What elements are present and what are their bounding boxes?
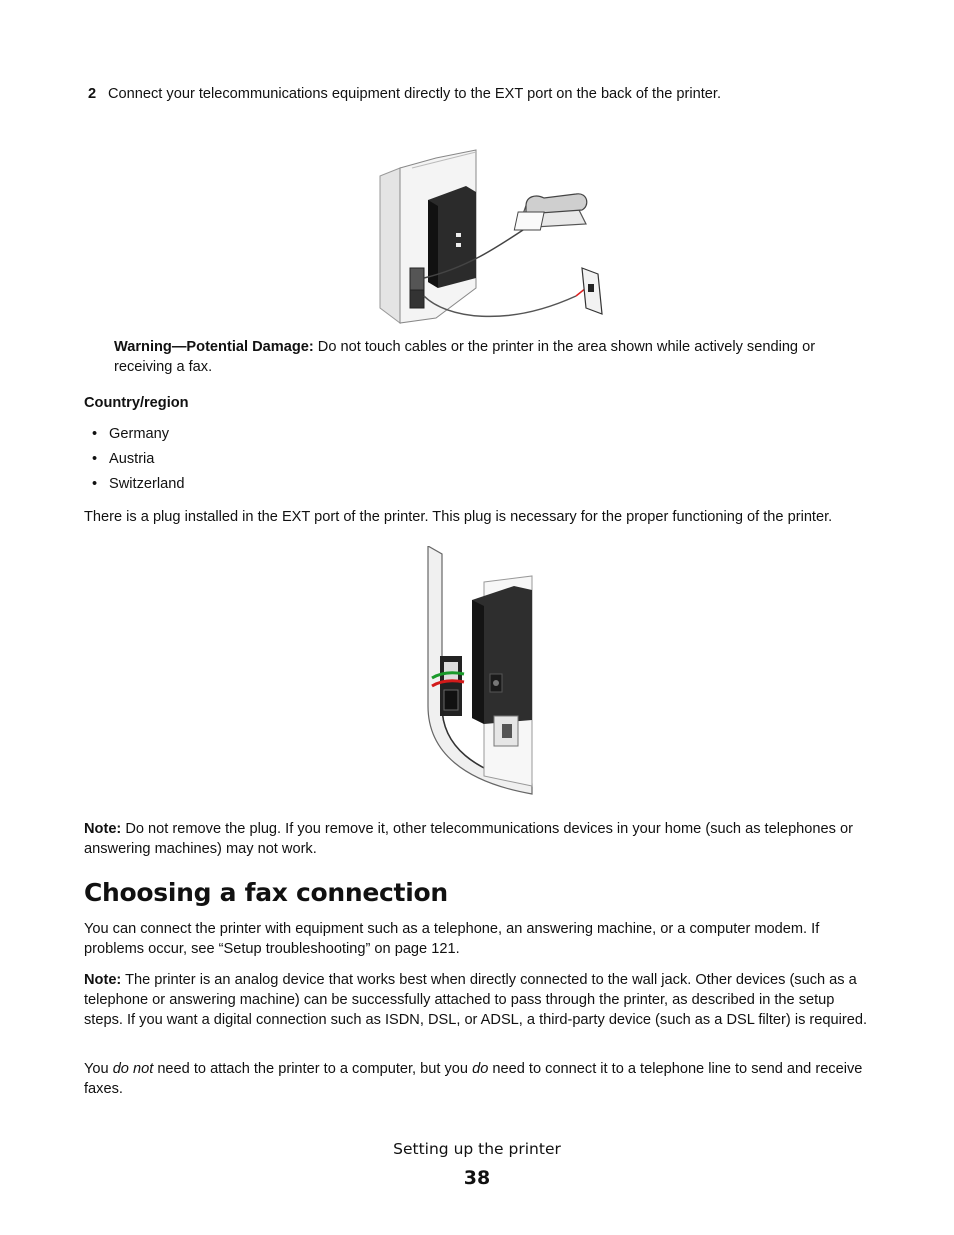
paragraph-text: You — [84, 1061, 113, 1077]
footer-page-number: 38 — [463, 1167, 491, 1189]
footer-chapter-title: Setting up the printer — [393, 1140, 561, 1158]
note-plug-paragraph — [84, 819, 874, 859]
note-text: Do not remove the plug. If you remove it, other telecommunications devices in your home (such as telephones or answering machines) may not work. — [84, 821, 853, 857]
telephone-connection-illustration — [376, 128, 608, 328]
paragraph-text: need to connect it to a telephone line to send and receive faxes. — [84, 1061, 863, 1097]
ext-port-plug-illustration — [424, 546, 536, 796]
note-label: Note: — [84, 972, 122, 988]
emphasis-text: do — [472, 1061, 489, 1077]
plug-paragraph: There is a plug installed in the EXT port of the printer. This plug is necessary for the proper functioning of the printer. — [84, 509, 833, 525]
warning-paragraph — [114, 337, 874, 377]
bullet-marker: • — [92, 426, 98, 442]
section-note-paragraph — [84, 970, 874, 1030]
note-label: Note: — [84, 821, 122, 837]
step-number: 2 — [88, 86, 97, 102]
section-intro-paragraph: You can connect the printer with equipment such as a telephone, an answering machine, or a computer modem. If problems occur, see “Setup troubleshooting” on page 121. — [84, 921, 820, 957]
computer-requirement-paragraph — [84, 1059, 874, 1099]
country-region-heading: Country/region — [84, 395, 189, 411]
warning-text: Do not touch cables or the printer in the area shown while actively sending or receiving a fax. — [114, 339, 816, 375]
bullet-marker: • — [92, 451, 98, 467]
step-text: Connect your telecommunications equipment directly to the EXT port on the back of the printer. — [108, 86, 722, 102]
bullet-marker: • — [92, 476, 98, 492]
country-item: Switzerland — [109, 476, 185, 492]
paragraph-text: need to attach the printer to a computer, but you — [153, 1061, 473, 1077]
emphasis-text: do not — [112, 1061, 154, 1077]
section-heading: Choosing a fax connection — [84, 878, 448, 907]
warning-label: Warning—Potential Damage: — [114, 339, 314, 355]
country-item: Germany — [109, 426, 170, 442]
country-item: Austria — [109, 451, 155, 467]
note-text: The printer is an analog device that works best when directly connected to the wall jack. Other devices (such as a telephone or answering machine) can be successfully attached to pass through the printer, as described in the setup steps. If you want a digital connection such as ISDN, DSL, or ADSL, a third-party device (such as a DSL filter) is required. — [84, 972, 868, 1028]
